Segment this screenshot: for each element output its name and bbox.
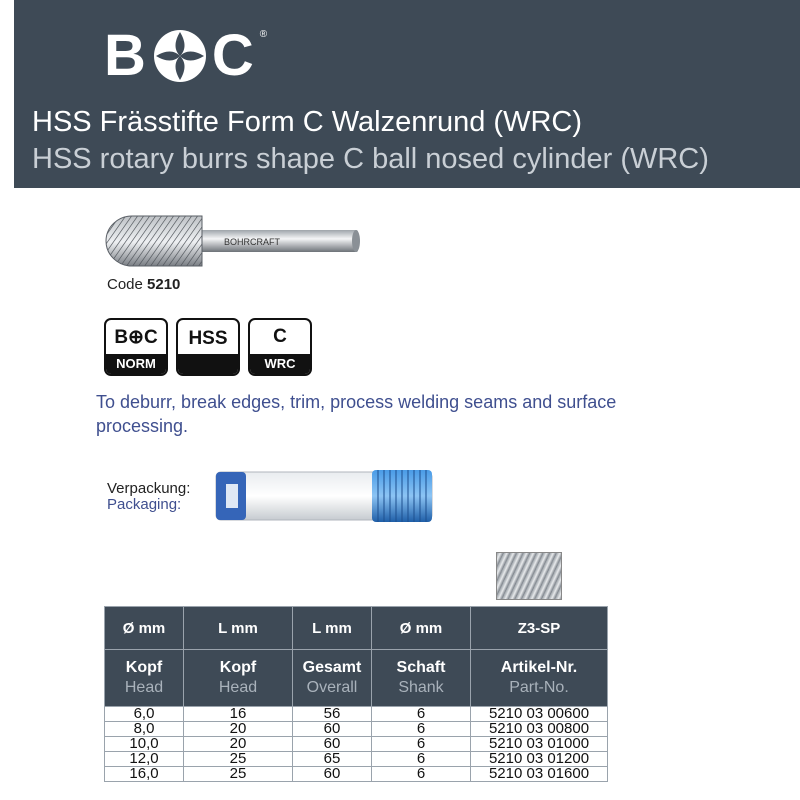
header-name-col3 — [293, 650, 372, 707]
registered-mark: ® — [259, 28, 268, 40]
badge-hss-bottom — [178, 354, 238, 374]
logo-letter-c: C — [211, 23, 256, 88]
cell-overall-length: 60 — [293, 767, 372, 782]
cell-part-number: 5210 03 01000 — [471, 737, 608, 752]
table-header-units — [105, 607, 608, 650]
cell-head-diameter: 8,0 — [105, 722, 184, 737]
header-en: Overall — [306, 679, 358, 696]
cell-overall-length: 60 — [293, 722, 372, 737]
header-de: Kopf — [219, 659, 257, 676]
logo-letter-b: B — [104, 23, 148, 88]
header-unit-col5: Z3-SP — [471, 607, 608, 650]
packaging-tube-image — [212, 466, 434, 526]
title-english: HSS rotary burrs shape C ball nosed cylinder (WRC) — [32, 143, 709, 175]
cell-head-length: 20 — [184, 722, 293, 737]
badge-boc-bottom: NORM — [106, 354, 166, 374]
cell-head-diameter: 6,0 — [105, 707, 184, 722]
cell-head-length: 20 — [184, 737, 293, 752]
code-label: Code — [107, 276, 143, 293]
header-en: Shank — [398, 679, 444, 696]
cell-part-number: 5210 03 00800 — [471, 722, 608, 737]
cell-shank-diameter: 6 — [372, 737, 471, 752]
header-name-col2 — [184, 650, 293, 707]
header-unit-col2: L mm — [184, 607, 293, 650]
header-en: Head — [218, 679, 258, 696]
product-code — [107, 276, 180, 293]
badge-row — [104, 318, 312, 376]
header-unit-col3: L mm — [293, 607, 372, 650]
cell-shank-diameter: 6 — [372, 722, 471, 737]
table-row — [105, 767, 608, 782]
flute-detail-thumbnail — [496, 552, 562, 600]
cell-part-number: 5210 03 01600 — [471, 767, 608, 782]
cell-shank-diameter: 6 — [372, 707, 471, 722]
cell-overall-length: 60 — [293, 737, 372, 752]
header-name-col5 — [471, 650, 608, 707]
packaging-label-german: Verpackung: — [107, 480, 191, 497]
badge-boc-top: B⊕C — [114, 327, 158, 348]
header-de: Kopf — [125, 659, 163, 676]
badge-boc-norm — [104, 318, 168, 376]
cell-head-diameter: 12,0 — [105, 752, 184, 767]
shank-engraving: BOHRCRAFT — [224, 237, 280, 247]
cell-shank-diameter: 6 — [372, 752, 471, 767]
description: To deburr, break edges, trim, process welding seams and surface processing. — [96, 392, 617, 436]
rotary-burr-image — [104, 212, 364, 272]
header-en: Part-No. — [509, 679, 569, 696]
cell-overall-length: 65 — [293, 752, 372, 767]
cell-shank-diameter: 6 — [372, 767, 471, 782]
header-unit-col1: Ø mm — [105, 607, 184, 650]
logo-ball-icon — [152, 28, 208, 84]
badge-hss — [176, 318, 240, 376]
title-german: HSS Frässtifte Form C Walzenrund (WRC) — [32, 106, 582, 138]
badge-c-top: C — [273, 326, 287, 347]
cell-head-diameter: 16,0 — [105, 767, 184, 782]
cell-part-number: 5210 03 01200 — [471, 752, 608, 767]
spec-table — [104, 606, 608, 782]
cell-part-number: 5210 03 00600 — [471, 707, 608, 722]
cell-head-length: 25 — [184, 767, 293, 782]
cell-overall-length: 56 — [293, 707, 372, 722]
header-name-col4 — [372, 650, 471, 707]
table-header-names — [105, 650, 608, 707]
header-en: Head — [124, 679, 164, 696]
badge-c-wrc — [248, 318, 312, 376]
header-de: Gesamt — [302, 659, 362, 676]
cell-head-length: 16 — [184, 707, 293, 722]
header-unit-col4: Ø mm — [372, 607, 471, 650]
packaging-label-english: Packaging: — [107, 496, 182, 513]
cell-head-diameter: 10,0 — [105, 737, 184, 752]
badge-hss-top: HSS — [188, 328, 228, 349]
header-name-col1 — [105, 650, 184, 707]
code-value: 5210 — [147, 276, 181, 293]
boc-logo — [104, 23, 268, 88]
cell-head-length: 25 — [184, 752, 293, 767]
header-de: Artikel-Nr. — [500, 659, 578, 676]
badge-c-bottom: WRC — [250, 354, 310, 374]
header-de: Schaft — [396, 659, 446, 676]
